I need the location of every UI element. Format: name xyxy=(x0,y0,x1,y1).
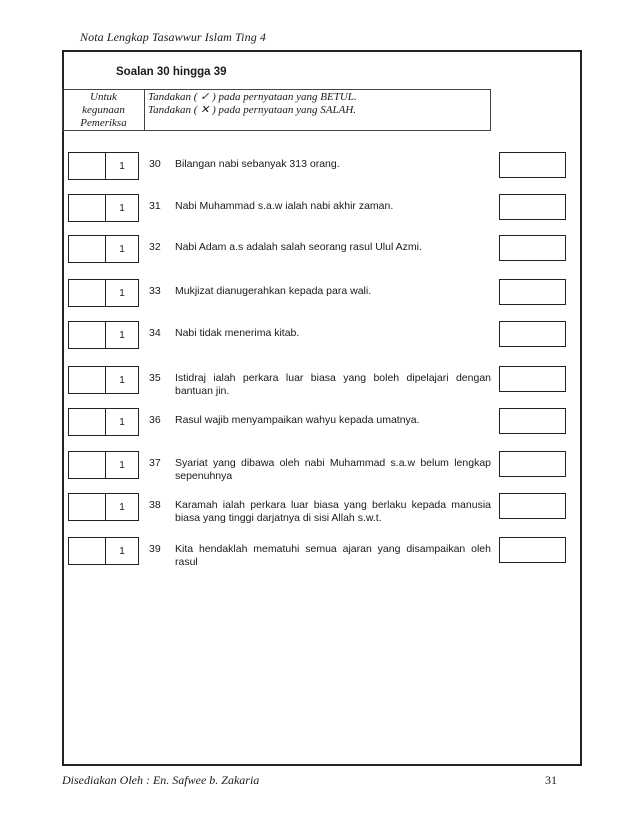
question-number: 32 xyxy=(149,241,161,253)
examiner-mark-box xyxy=(68,235,139,263)
question-text: Syariat yang dibawa oleh nabi Muhammad s.a.w belum lengkap sepenuhnya xyxy=(175,457,491,482)
examiner-mark-box xyxy=(68,279,139,307)
answer-box[interactable] xyxy=(499,194,566,220)
question-number: 38 xyxy=(149,499,161,511)
mark-value: 1 xyxy=(105,451,139,479)
mark-value: 1 xyxy=(105,493,139,521)
answer-box[interactable] xyxy=(499,152,566,178)
mark-value: 1 xyxy=(105,152,139,180)
examiner-label-line: kegunaan xyxy=(82,104,125,116)
examiner-mark-box xyxy=(68,194,139,222)
instruction-true: Tandakan ( ✓ ) pada pernyataan yang BETUL. xyxy=(148,91,357,103)
question-number: 37 xyxy=(149,457,161,469)
examiner-mark-box xyxy=(68,152,139,180)
mark-value: 1 xyxy=(105,321,139,349)
examiner-mark-box xyxy=(68,537,139,565)
question-row-37 xyxy=(0,451,638,491)
mark-value: 1 xyxy=(105,279,139,307)
examiner-mark-box xyxy=(68,493,139,521)
header-title: Nota Lengkap Tasawwur Islam Ting 4 xyxy=(80,30,266,44)
question-row-35 xyxy=(0,366,638,406)
answer-box[interactable] xyxy=(499,493,566,519)
question-text: Nabi Adam a.s adalah salah seorang rasul Ulul Azmi. xyxy=(175,241,422,253)
question-row-38 xyxy=(0,493,638,533)
answer-box[interactable] xyxy=(499,366,566,392)
question-text: Mukjizat dianugerahkan kepada para wali. xyxy=(175,285,372,297)
examiner-mark-box xyxy=(68,408,139,436)
mark-value: 1 xyxy=(105,235,139,263)
question-number: 36 xyxy=(149,414,161,426)
answer-box[interactable] xyxy=(499,279,566,305)
mark-value: 1 xyxy=(105,537,139,565)
examiner-label-line: Untuk xyxy=(90,91,117,103)
question-text: Nabi tidak menerima kitab. xyxy=(175,327,300,339)
instruction-table xyxy=(62,89,491,131)
question-number: 39 xyxy=(149,543,161,555)
question-number: 33 xyxy=(149,285,161,297)
question-text: Karamah ialah perkara luar biasa yang berlaku kepada manusia biasa yang tinggi darjatnya di sisi Allah s.w.t. xyxy=(175,499,491,524)
question-row-32 xyxy=(0,235,638,275)
footer-page-number: 31 xyxy=(545,773,557,787)
question-number: 34 xyxy=(149,327,161,339)
answer-box[interactable] xyxy=(499,408,566,434)
examiner-label-line: Pemeriksa xyxy=(80,117,127,129)
question-number: 30 xyxy=(149,158,161,170)
instruction-text xyxy=(145,90,357,130)
answer-box[interactable] xyxy=(499,451,566,477)
mark-value: 1 xyxy=(105,366,139,394)
answer-box[interactable] xyxy=(499,537,566,563)
examiner-mark-box xyxy=(68,321,139,349)
question-row-39 xyxy=(0,537,638,577)
question-text: Istidraj ialah perkara luar biasa yang boleh dipelajari dengan bantuan jin. xyxy=(175,372,491,397)
question-text: Rasul wajib menyampaikan wahyu kepada umatnya. xyxy=(175,414,420,426)
question-row-36 xyxy=(0,408,638,448)
mark-value: 1 xyxy=(105,408,139,436)
examiner-use-label xyxy=(63,90,145,130)
answer-box[interactable] xyxy=(499,321,566,347)
question-number: 31 xyxy=(149,200,161,212)
question-number: 35 xyxy=(149,372,161,384)
question-row-31 xyxy=(0,194,638,234)
question-text: Kita hendaklah mematuhi semua ajaran yang disampaikan oleh rasul xyxy=(175,543,491,568)
question-row-30 xyxy=(0,152,638,192)
question-row-34 xyxy=(0,321,638,361)
mark-value: 1 xyxy=(105,194,139,222)
question-text: Bilangan nabi sebanyak 313 orang. xyxy=(175,158,340,170)
examiner-mark-box xyxy=(68,366,139,394)
question-text: Nabi Muhammad s.a.w ialah nabi akhir zaman. xyxy=(175,200,394,212)
section-title: Soalan 30 hingga 39 xyxy=(116,66,227,78)
question-row-33 xyxy=(0,279,638,319)
answer-box[interactable] xyxy=(499,235,566,261)
footer-prepared-by: Disediakan Oleh : En. Safwee b. Zakaria xyxy=(62,773,260,787)
examiner-mark-box xyxy=(68,451,139,479)
instruction-false: Tandakan ( ✕ ) pada pernyataan yang SALAH. xyxy=(148,104,357,116)
